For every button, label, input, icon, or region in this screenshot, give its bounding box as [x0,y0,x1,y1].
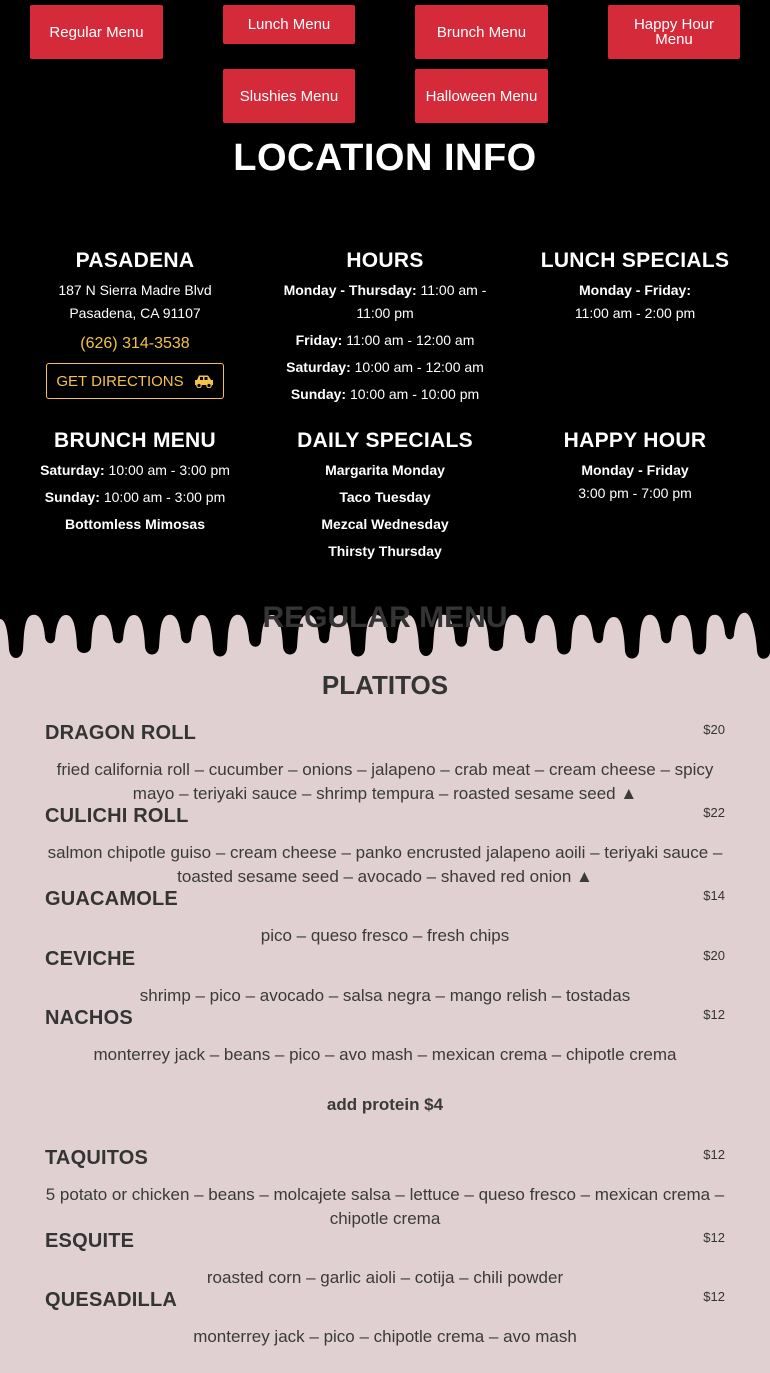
item-name: CEVICHE [45,948,136,970]
get-directions-label: GET DIRECTIONS [56,372,184,390]
happy-hour-menu-button[interactable]: Happy Hour Menu [608,5,740,59]
item-price: $20 [703,722,725,737]
lunch-time: 11:00 am - 2:00 pm [574,305,696,321]
item-description: shrimp – pico – avocado – salsa negra – mango relish – tostadas [139,986,631,1005]
menu-item [45,1289,725,1349]
item-description: roasted corn – garlic aioli – cotija – chili powder [206,1268,564,1287]
daily-specials-block [260,425,510,563]
menu-item [45,722,725,806]
brunch-row: Sunday: 10:00 am - 3:00 pm [44,489,226,505]
item-description: monterrey jack – pico – chipotle crema – avo mash [193,1327,577,1346]
item-price: $12 [703,1147,725,1162]
item-description: fried california roll – cucumber – onions – jalapeno – crab meat – cream cheese – spicy mayo – teriyaki sauce – shrimp tempura – roasted sesame seed ▲ [56,760,714,803]
bottomless-mimosas: Bottomless Mimosas [64,516,206,532]
item-price: $14 [703,888,725,903]
brunch-row: Saturday: 10:00 am - 3:00 pm [40,462,230,478]
item-price: $20 [703,948,725,963]
daily-specials-heading: DAILY SPECIALS [297,429,473,452]
daily-special: Thirsty Thursday [328,543,442,559]
regular-menu-button[interactable]: Regular Menu [30,5,163,59]
item-price: $22 [703,805,725,820]
happy-hour-block [510,425,760,505]
hours-row: Friday: 11:00 am - 12:00 am [295,332,475,348]
address-line-1: 187 N Sierra Madre Blvd [58,282,212,298]
item-name: GUACAMOLE [45,888,178,910]
item-description: pico – queso fresco – fresh chips [260,926,510,945]
item-description: monterrey jack – beans – pico – avo mash – mexican crema – chipotle crema [93,1045,677,1064]
happy-hour-day: Monday - Friday [581,462,689,478]
brunch-block [10,425,260,536]
happy-hour-heading: HAPPY HOUR [563,429,707,452]
item-name: TAQUITOS [45,1147,149,1169]
item-name: CULICHI ROLL [45,805,189,827]
address-line-2: Pasadena, CA 91107 [69,305,201,321]
item-name: QUESADILLA [45,1289,177,1311]
item-description: salmon chipotle guiso – cream cheese – panko encrusted jalapeno aoili – teriyaki sauce – toasted sesame seed – avocado – shaved red onion ▲ [47,843,723,886]
lunch-specials-block [510,245,760,325]
lunch-specials-heading: LUNCH SPECIALS [540,249,730,272]
daily-special: Mezcal Wednesday [321,516,449,532]
hours-block [260,245,510,406]
item-price: $12 [703,1230,725,1245]
item-price: $12 [703,1289,725,1304]
pasadena-heading: PASADENA [75,249,195,272]
menu-item [45,948,725,1008]
phone-link[interactable]: (626) 314-3538 [80,335,190,352]
hours-row: Monday - Thursday: 11:00 am - 11:00 pm [283,282,487,321]
item-description: 5 potato or chicken – beans – molcajete salsa – lettuce – queso fresco – mexican crema – chipotle crema [45,1185,725,1228]
hours-row: Saturday: 10:00 am - 12:00 am [286,359,484,375]
location-section [0,0,770,600]
section-title: PLATITOS [321,670,449,700]
menu-item [45,805,725,889]
hours-row: Sunday: 10:00 am - 10:00 pm [290,386,480,402]
item-price: $12 [703,1007,725,1022]
item-name: DRAGON ROLL [45,722,197,744]
brunch-heading: BRUNCH MENU [54,429,216,452]
happy-hour-time: 3:00 pm - 7:00 pm [578,485,692,501]
hours-heading: HOURS [346,249,424,272]
menu-item [45,1007,725,1067]
lunch-day: Monday - Friday: [578,282,691,298]
lunch-menu-button[interactable]: Lunch Menu [223,5,355,44]
add-protein-note: add protein $4 [326,1095,444,1114]
slushies-menu-button[interactable]: Slushies Menu [223,69,355,123]
brunch-menu-button[interactable]: Brunch Menu [415,5,548,59]
daily-special: Taco Tuesday [339,489,431,505]
pasadena-block [10,245,260,399]
car-icon [194,374,214,388]
item-name: NACHOS [45,1007,133,1029]
menu-title: REGULAR MENU [262,601,508,634]
menu-item [45,1147,725,1231]
location-info-title: LOCATION INFO [233,137,537,179]
get-directions-button[interactable] [46,363,223,399]
daily-special: Margarita Monday [325,462,445,478]
menu-item [45,888,725,948]
halloween-menu-button[interactable]: Halloween Menu [415,69,548,123]
item-name: ESQUITE [45,1230,135,1252]
menu-item [45,1230,725,1290]
